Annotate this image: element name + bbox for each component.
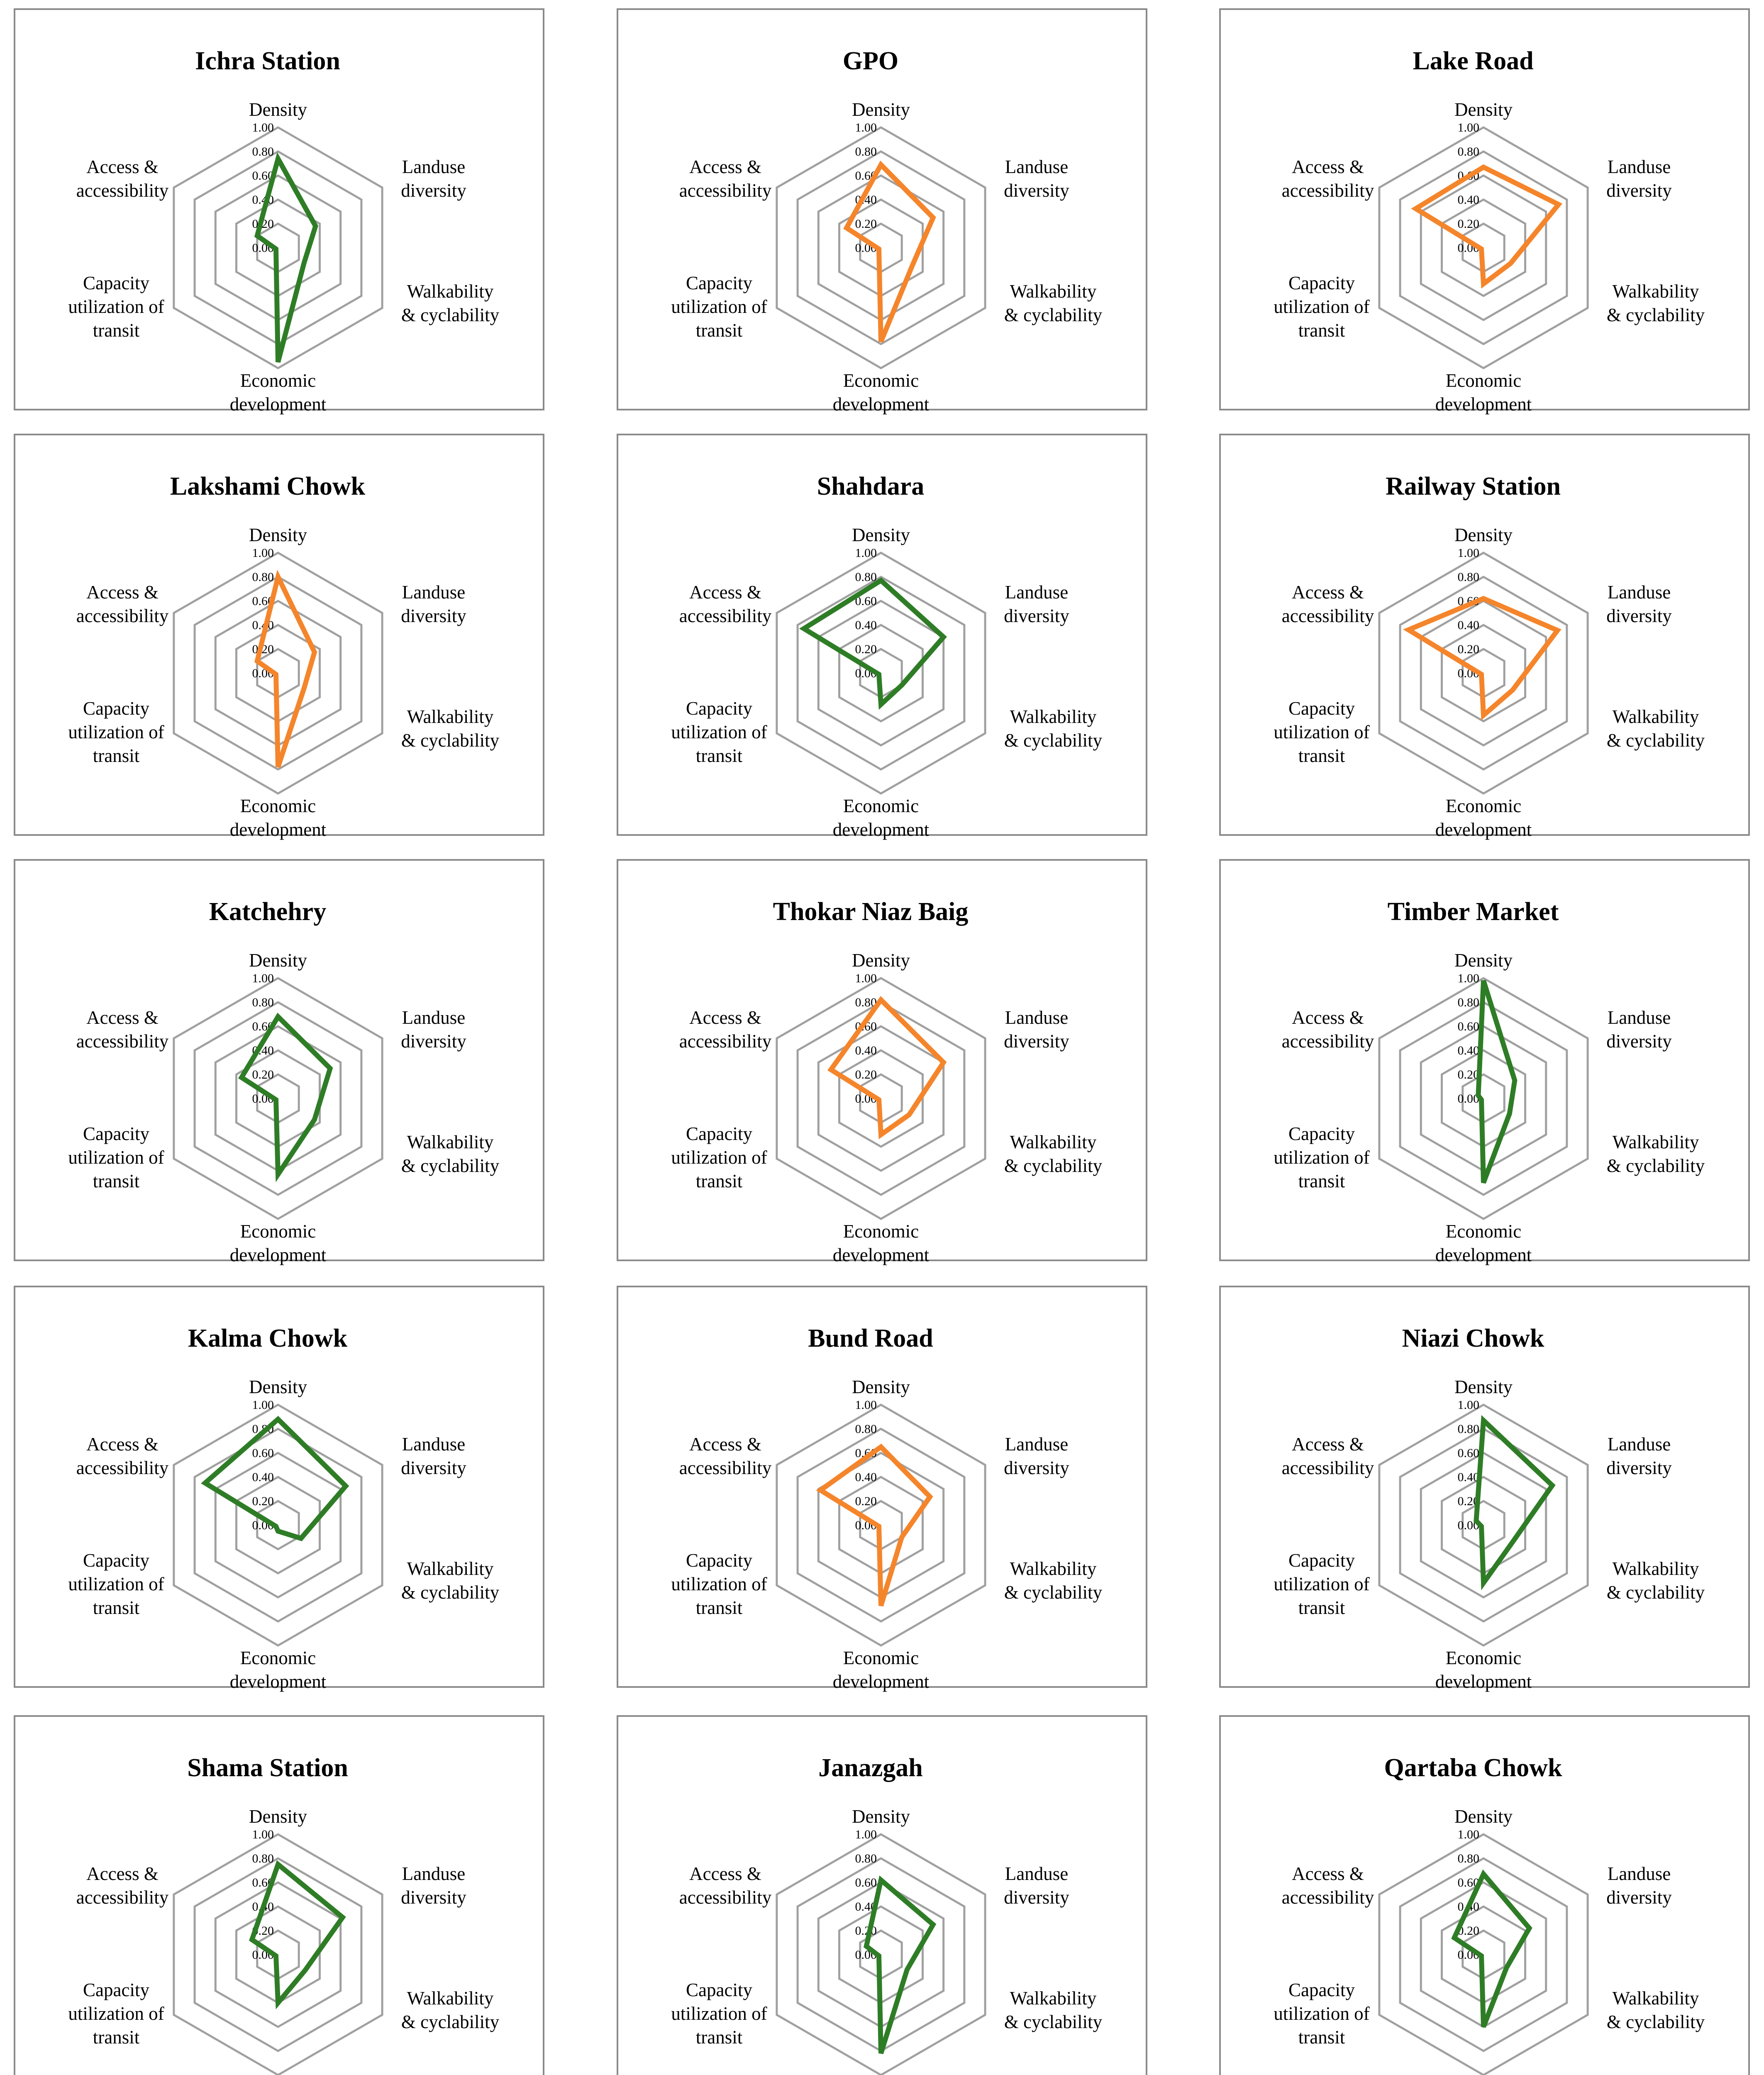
- radar-panel: [1220, 860, 1749, 1265]
- axis-label: Density: [1454, 950, 1513, 971]
- tick-label: 0.00: [1457, 666, 1479, 680]
- axis-label: Density: [1454, 1377, 1513, 1397]
- series-line: [1408, 598, 1557, 715]
- axis-label: Walkability & cyclability: [401, 1558, 500, 1603]
- axis-label: Walkability & cyclability: [401, 281, 500, 325]
- tick-label: 0.00: [855, 241, 877, 255]
- tick-label: 0.60: [855, 1446, 877, 1460]
- axis-label: Economic development: [1435, 796, 1532, 840]
- chart-title: Katchehry: [209, 898, 327, 926]
- tick-label: 0.80: [252, 996, 274, 1009]
- axis-label: Landuse diversity: [1004, 582, 1069, 626]
- axis-label: Access & accessibility: [76, 1007, 169, 1052]
- radar-panel: [617, 435, 1147, 840]
- radar-panel: [617, 860, 1147, 1265]
- tick-label: 0.00: [252, 241, 274, 255]
- axis-label: Capacity utilization of transit: [68, 698, 164, 766]
- tick-label: 0.60: [252, 1876, 274, 1889]
- axis-label: Density: [249, 525, 307, 545]
- tick-label: 0.60: [252, 594, 274, 608]
- tick-label: 0.00: [855, 1092, 877, 1106]
- tick-label: 0.00: [855, 1948, 877, 1962]
- tick-label: 0.60: [1457, 1446, 1479, 1460]
- axis-label: Walkability & cyclability: [401, 1132, 500, 1176]
- tick-label: 0.40: [1457, 193, 1479, 207]
- axis-label: Capacity utilization of transit: [1274, 1550, 1370, 1618]
- axis-label: Landuse diversity: [401, 156, 466, 201]
- axis-label: Density: [1454, 99, 1513, 120]
- axis-label: Economic development: [229, 370, 327, 415]
- radar-panel: [15, 9, 544, 415]
- axis-label: Capacity utilization of transit: [68, 1123, 164, 1191]
- tick-label: 0.20: [252, 642, 274, 656]
- tick-label: 0.40: [1457, 1900, 1479, 1914]
- tick-label: 0.60: [252, 169, 274, 183]
- tick-label: 1.00: [1457, 1398, 1479, 1412]
- radar-panel: [617, 9, 1147, 415]
- tick-label: 0.60: [855, 169, 877, 183]
- tick-label: 0.00: [1457, 1948, 1479, 1962]
- axis-label: Capacity utilization of transit: [68, 1550, 164, 1618]
- axis-label: Landuse diversity: [1606, 156, 1672, 201]
- tick-label: 1.00: [252, 546, 274, 560]
- tick-label: 0.60: [252, 1446, 274, 1460]
- tick-label: 0.20: [855, 642, 877, 656]
- tick-label: 0.20: [252, 1924, 274, 1938]
- tick-label: 1.00: [855, 121, 877, 134]
- axis-label: Density: [249, 99, 307, 120]
- tick-label: 0.40: [252, 1044, 274, 1057]
- axis-label: Density: [852, 1806, 910, 1827]
- tick-label: 0.00: [252, 1092, 274, 1106]
- axis-label: Walkability & cyclability: [1004, 281, 1103, 325]
- tick-label: 0.40: [855, 1900, 877, 1914]
- axis-label: Walkability & cyclability: [1004, 1558, 1103, 1603]
- axis-label: Density: [249, 1377, 307, 1397]
- tick-label: 0.00: [252, 1518, 274, 1532]
- tick-label: 0.40: [252, 1900, 274, 1914]
- axis-label: Landuse diversity: [401, 1434, 466, 1478]
- axis-label: Landuse diversity: [401, 582, 466, 626]
- axis-label: Economic development: [1435, 1648, 1532, 1692]
- axis-label: Capacity utilization of transit: [68, 1980, 164, 2048]
- tick-label: 0.40: [1457, 618, 1479, 632]
- tick-label: 0.40: [252, 618, 274, 632]
- tick-label: 0.60: [855, 1876, 877, 1889]
- tick-label: 1.00: [855, 1828, 877, 1841]
- axis-label: Access & accessibility: [76, 1434, 169, 1478]
- tick-label: 0.20: [252, 1494, 274, 1508]
- tick-label: 0.20: [1457, 1924, 1479, 1938]
- tick-label: 0.40: [855, 618, 877, 632]
- axis-label: Capacity utilization of transit: [1274, 273, 1370, 341]
- chart-title: Lake Road: [1413, 47, 1534, 75]
- tick-label: 1.00: [252, 1398, 274, 1412]
- tick-label: 0.00: [252, 666, 274, 680]
- chart-title: Qartaba Chowk: [1384, 1754, 1562, 1782]
- radar-panel: [15, 1286, 544, 1692]
- tick-label: 0.20: [855, 1068, 877, 1081]
- tick-label: 0.80: [252, 1852, 274, 1865]
- axis-label: Landuse diversity: [1606, 1007, 1672, 1052]
- chart-title: Ichra Station: [195, 47, 340, 75]
- axis-label: Capacity utilization of transit: [671, 273, 767, 341]
- axis-label: Walkability & cyclability: [1606, 1132, 1705, 1176]
- radar-panel: [15, 860, 544, 1265]
- axis-label: Landuse diversity: [1004, 1007, 1069, 1052]
- axis-label: Access & accessibility: [679, 1434, 772, 1478]
- axis-label: Walkability & cyclability: [1606, 706, 1705, 751]
- axis-label: Capacity utilization of transit: [671, 1550, 767, 1618]
- tick-label: 0.80: [855, 996, 877, 1009]
- tick-label: 0.80: [1457, 570, 1479, 584]
- axis-label: Economic development: [832, 1648, 930, 1692]
- axis-label: Landuse diversity: [401, 1863, 466, 1908]
- radar-panel: [15, 435, 544, 840]
- axis-label: Walkability & cyclability: [1606, 1558, 1705, 1603]
- tick-label: 0.20: [252, 217, 274, 231]
- series-line: [257, 159, 316, 362]
- axis-label: Landuse diversity: [1004, 1863, 1069, 1908]
- axis-label: Density: [852, 950, 910, 971]
- tick-label: 0.00: [855, 1518, 877, 1532]
- radar-panel: [15, 1716, 544, 2075]
- chart-title: Janazgah: [818, 1754, 923, 1782]
- axis-label: Economic development: [229, 796, 327, 840]
- tick-label: 0.00: [1457, 1518, 1479, 1532]
- tick-label: 1.00: [1457, 121, 1479, 134]
- radar-panel: [617, 1286, 1147, 1692]
- axis-label: Economic development: [832, 370, 930, 415]
- tick-label: 1.00: [252, 121, 274, 134]
- tick-label: 0.00: [1457, 1092, 1479, 1106]
- tick-label: 0.40: [855, 193, 877, 207]
- axis-label: Access & accessibility: [1281, 582, 1374, 626]
- axis-label: Density: [1454, 1806, 1513, 1827]
- tick-label: 1.00: [1457, 1828, 1479, 1841]
- chart-title: Railway Station: [1386, 472, 1561, 500]
- tick-label: 0.00: [252, 1948, 274, 1962]
- axis-label: Access & accessibility: [1281, 1007, 1374, 1052]
- axis-label: Economic development: [832, 1221, 930, 1265]
- axis-label: Walkability & cyclability: [1606, 1988, 1705, 2032]
- radar-panel: [1220, 435, 1749, 840]
- tick-label: 0.40: [1457, 1470, 1479, 1484]
- tick-label: 0.40: [855, 1470, 877, 1484]
- axis-label: Capacity utilization of transit: [671, 698, 767, 766]
- axis-label: Economic development: [229, 1648, 327, 1692]
- tick-label: 0.80: [252, 145, 274, 159]
- chart-title: Thokar Niaz Baig: [773, 898, 969, 926]
- radar-panel: [617, 1716, 1147, 2075]
- axis-label: Access & accessibility: [76, 1863, 169, 1908]
- axis-label: Landuse diversity: [1004, 156, 1069, 201]
- tick-label: 0.60: [1457, 1876, 1479, 1889]
- axis-label: Economic development: [832, 796, 930, 840]
- tick-label: 0.00: [1457, 241, 1479, 255]
- axis-label: Capacity utilization of transit: [1274, 1123, 1370, 1191]
- tick-label: 0.20: [1457, 1068, 1479, 1081]
- axis-label: Density: [249, 950, 307, 971]
- axis-label: Capacity utilization of transit: [1274, 698, 1370, 766]
- tick-label: 0.20: [855, 1924, 877, 1938]
- tick-label: 0.60: [1457, 1020, 1479, 1033]
- axis-label: Access & accessibility: [1281, 1863, 1374, 1908]
- tick-label: 0.80: [855, 570, 877, 584]
- chart-title: Shama Station: [187, 1754, 348, 1782]
- tick-label: 0.40: [252, 1470, 274, 1484]
- tick-label: 0.40: [252, 193, 274, 207]
- axis-label: Access & accessibility: [679, 1007, 772, 1052]
- tick-label: 0.60: [855, 594, 877, 608]
- tick-label: 0.80: [855, 1852, 877, 1865]
- tick-label: 0.20: [1457, 642, 1479, 656]
- axis-label: Access & accessibility: [1281, 156, 1374, 201]
- tick-label: 0.00: [855, 666, 877, 680]
- tick-label: 0.80: [252, 1422, 274, 1436]
- chart-title: Lakshami Chowk: [170, 472, 366, 500]
- axis-label: Access & accessibility: [76, 582, 169, 626]
- tick-label: 0.80: [1457, 145, 1479, 159]
- tick-label: 0.60: [252, 1020, 274, 1033]
- tick-label: 0.20: [252, 1068, 274, 1081]
- radar-panel: [1220, 1286, 1749, 1692]
- chart-title: GPO: [842, 47, 899, 75]
- axis-label: Capacity utilization of transit: [68, 273, 164, 341]
- axis-label: Walkability & cyclability: [401, 1988, 500, 2032]
- tick-label: 1.00: [855, 1398, 877, 1412]
- axis-label: Capacity utilization of transit: [671, 1123, 767, 1191]
- tick-label: 0.40: [855, 1044, 877, 1057]
- tick-label: 0.20: [1457, 1494, 1479, 1508]
- tick-label: 1.00: [252, 1828, 274, 1841]
- tick-label: 0.80: [252, 570, 274, 584]
- chart-title: Kalma Chowk: [188, 1324, 348, 1352]
- chart-title: Timber Market: [1387, 898, 1559, 926]
- tick-label: 1.00: [1457, 972, 1479, 985]
- axis-label: Walkability & cyclability: [1004, 1132, 1103, 1176]
- axis-label: Walkability & cyclability: [401, 706, 500, 751]
- tick-label: 0.20: [1457, 217, 1479, 231]
- axis-label: Walkability & cyclability: [1606, 281, 1705, 325]
- tick-label: 0.60: [1457, 594, 1479, 608]
- axis-label: Access & accessibility: [679, 156, 772, 201]
- series-line: [831, 1000, 943, 1135]
- tick-label: 0.60: [1457, 169, 1479, 183]
- tick-label: 1.00: [855, 972, 877, 985]
- tick-label: 0.80: [1457, 996, 1479, 1009]
- tick-label: 0.80: [1457, 1852, 1479, 1865]
- tick-label: 1.00: [252, 972, 274, 985]
- tick-label: 0.80: [855, 1422, 877, 1436]
- axis-label: Density: [852, 1377, 910, 1397]
- chart-title: Shahdara: [817, 472, 925, 500]
- axis-label: Capacity utilization of transit: [671, 1980, 767, 2048]
- axis-label: Economic development: [1435, 1221, 1532, 1265]
- axis-label: Density: [1454, 525, 1513, 545]
- axis-label: Economic development: [229, 1221, 327, 1265]
- tick-label: 0.20: [855, 1494, 877, 1508]
- radar-panel: [1220, 9, 1749, 415]
- tick-label: 0.40: [1457, 1044, 1479, 1057]
- tick-label: 1.00: [1457, 546, 1479, 560]
- tick-label: 0.20: [855, 217, 877, 231]
- tick-label: 0.60: [855, 1020, 877, 1033]
- axis-label: Access & accessibility: [76, 156, 169, 201]
- axis-label: Capacity utilization of transit: [1274, 1980, 1370, 2048]
- axis-label: Access & accessibility: [679, 1863, 772, 1908]
- axis-label: Landuse diversity: [1606, 582, 1672, 626]
- chart-title: Bund Road: [808, 1324, 933, 1352]
- axis-label: Landuse diversity: [1606, 1863, 1672, 1908]
- axis-label: Landuse diversity: [1606, 1434, 1672, 1478]
- tick-label: 0.80: [855, 145, 877, 159]
- radar-panel: [1220, 1716, 1749, 2075]
- chart-title: Niazi Chowk: [1402, 1324, 1544, 1352]
- tick-label: 1.00: [855, 546, 877, 560]
- axis-label: Economic development: [1435, 370, 1532, 415]
- axis-label: Access & accessibility: [1281, 1434, 1374, 1478]
- axis-label: Access & accessibility: [679, 582, 772, 626]
- axis-label: Walkability & cyclability: [1004, 1988, 1103, 2032]
- axis-label: Landuse diversity: [1004, 1434, 1069, 1478]
- axis-label: Landuse diversity: [401, 1007, 466, 1052]
- tick-label: 0.80: [1457, 1422, 1479, 1436]
- series-line: [1476, 1421, 1552, 1583]
- axis-label: Walkability & cyclability: [1004, 706, 1103, 751]
- axis-label: Density: [852, 99, 910, 120]
- axis-label: Density: [249, 1806, 307, 1827]
- axis-label: Density: [852, 525, 910, 545]
